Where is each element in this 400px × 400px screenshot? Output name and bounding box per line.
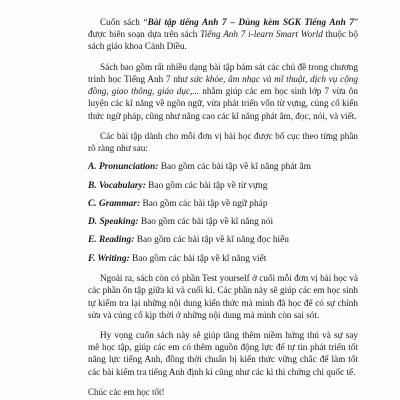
section-label: E. Reading: (88, 235, 135, 246)
topics-paragraph (88, 61, 358, 122)
cut-off-line: Chúc các em học tốt! (88, 388, 165, 397)
topics-text-2: nhằm giúp các em học sinh lớp 7 vừa ôn luyện các kĩ năng về ngôn ngữ, vừa phát triển vốn từ vựng, củng cố kiến thức ngữ pháp, cũng như nâng cao các kĩ năng phát âm, đọc, nói, và viết. (88, 86, 358, 121)
section-description: Bao gồm các bài tập về từ vựng (145, 180, 268, 191)
intro-text-1: Cuốn sách “ (100, 17, 148, 27)
section-item-writing (88, 254, 358, 265)
intro-text-3: thuộc bộ sách giáo khoa Cánh Diều. (88, 29, 358, 52)
section-item-pronunciation (88, 162, 358, 173)
hope-paragraph: Hy vọng cuốn sách này sẽ giúp tăng thêm niềm hứng thú và sự say mê học tập, giúp các em có thêm nguồn động lực để tự tin phát triển tốt năng lực tiếng Anh, đồng thời chuẩn bị kiến thức vững chắc để làm tốt các bài kiểm tra tiếng Anh định kì cũng như các kì thi chứng chỉ quốc tế. (88, 329, 358, 377)
document-body (88, 16, 358, 386)
intro-paragraph (88, 16, 358, 53)
extra-paragraph: Ngoài ra, sách còn có phần Test yourself ở cuối mỗi đơn vị bài học và các phần ôn tập giữa kì và cuối kì. Các phần này sẽ giúp các em học sinh tự kiểm tra lại những nội dung kiến thức mà mình đã học để có sự chỉnh sửa và củng cố kịp thời ở những nội dung mà mình còn sai sót. (88, 273, 358, 320)
book-title: Bài tập tiếng Anh 7 – Dùng kèm SGK Tiếng Anh 7 (147, 17, 354, 27)
topics-list: sức khỏe, âm nhạc và mĩ thuật, dịch vụ cộng đồng, giao thông, giáo dục,... (88, 73, 358, 97)
section-label: F. Writing: (88, 253, 130, 264)
structure-paragraph: Các bài tập dành cho mỗi đơn vị bài học được bố cục theo từng phần rõ ràng như sau: (88, 130, 358, 154)
section-description: Bao gồm các bài tập về ngữ pháp (140, 198, 268, 209)
book-series-name: Tiếng Anh 7 i-learn Smart World (200, 29, 323, 40)
section-item-grammar (88, 199, 358, 210)
section-description: Bao gồm các bài tập về kĩ năng phát âm (158, 162, 311, 173)
topics-text-1: Sách bao gồm rất nhiều dạng bài tập bám sát các chủ đề trong chương trình học Tiếng Anh 7 như (88, 61, 358, 84)
section-label: D. Speaking: (88, 217, 139, 228)
section-description: Bao gồm các bài tập về kĩ năng nói (138, 217, 274, 228)
section-item-speaking (88, 217, 358, 228)
section-item-reading (88, 235, 358, 246)
section-description: Bao gồm các bài tập về kĩ năng đọc hiểu (134, 235, 289, 246)
intro-text-2: ” được biên soạn dựa trên sách (88, 17, 359, 40)
section-label: C. Grammar: (88, 198, 141, 209)
section-description: Bao gồm các bài tập về kĩ năng viết (129, 253, 267, 264)
section-list (88, 162, 358, 265)
section-label: B. Vocabulary: (88, 180, 146, 191)
section-label: A. Pronunciation: (88, 162, 159, 173)
section-item-vocabulary (88, 181, 358, 192)
